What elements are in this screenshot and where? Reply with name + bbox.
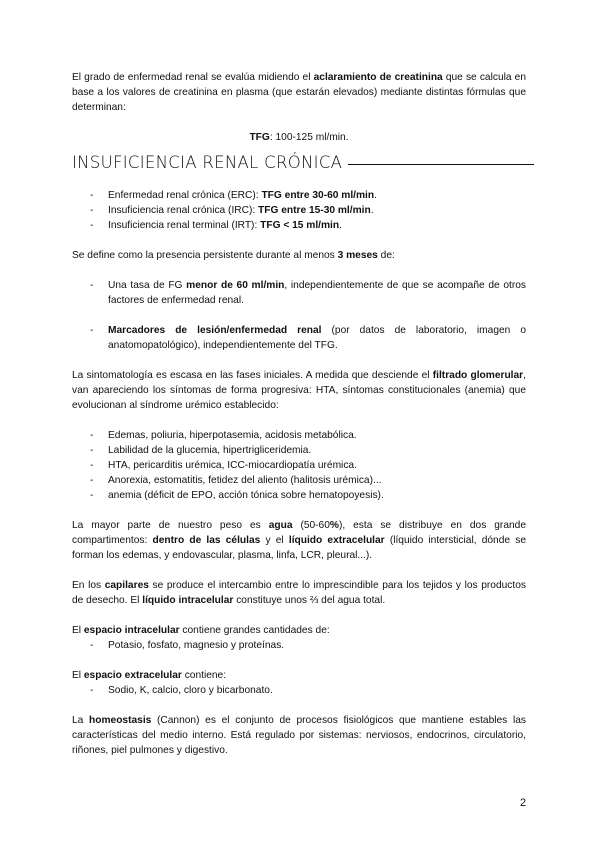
section-heading bbox=[72, 153, 526, 173]
list-item: - Enfermedad renal crónica (ERC): TFG entre 30-60 ml/min. bbox=[90, 188, 526, 203]
tfg-line bbox=[72, 130, 526, 145]
list-item: - Edemas, poliuria, hiperpotasemia, acidosis metabólica. bbox=[90, 428, 526, 443]
list-item: - Sodio, K, calcio, cloro y bicarbonato. bbox=[90, 683, 526, 698]
symptoms-paragraph: La sintomatología es escasa en las fases iniciales. A medida que desciende el filtrado glomerular, van apareciendo los síntomas de forma progresiva: HTA, síntomas constitucionales (anemia) que evolucionan al síndrome urémico establecido: bbox=[72, 370, 526, 411]
list-item: - Marcadores de lesión/enfermedad renal (por datos de laboratorio, imagen o anatomopatológico), independientemente del TFG. bbox=[90, 323, 526, 353]
criteria-list bbox=[72, 278, 526, 353]
list-item: - Insuficiencia renal crónica (IRC): TFG entre 15-30 ml/min. bbox=[90, 203, 526, 218]
page-number: 2 bbox=[520, 797, 527, 809]
extracellular-list bbox=[72, 683, 526, 698]
intro-paragraph bbox=[72, 70, 526, 115]
definition-paragraph: Se define como la presencia persistente durante al menos 3 meses de: bbox=[72, 250, 395, 261]
list-item: - Una tasa de FG menor de 60 ml/min, independientemente de que se acompañe de otros factores de enfermedad renal. bbox=[90, 278, 526, 308]
document-page bbox=[72, 70, 526, 758]
list-item: - anemia (déficit de EPO, acción tónica sobre hematopoyesis). bbox=[90, 488, 526, 503]
tfg-label: TFG bbox=[249, 132, 270, 143]
intracellular-list bbox=[72, 638, 526, 653]
stages-list bbox=[72, 188, 526, 233]
list-item: - Labilidad de la glucemia, hipertrigliceridemia. bbox=[90, 443, 526, 458]
list-item: - Insuficiencia renal terminal (IRT): TFG < 15 ml/min. bbox=[90, 218, 526, 233]
water-paragraph: La mayor parte de nuestro peso es agua (50-60%), esta se distribuye en dos grande compartimentos: dentro de las células y el líquido extracelular (líquido intersticial, dónde se forman los edemas, y endovascular, plasma, linfa, LCR, pleural...). bbox=[72, 520, 526, 561]
list-item: - Potasio, fosfato, magnesio y proteínas. bbox=[90, 638, 526, 653]
intracellular-paragraph: El espacio intracelular contiene grandes cantidades de: bbox=[72, 625, 330, 636]
heading-rule bbox=[348, 164, 534, 165]
symptoms-list bbox=[72, 428, 526, 503]
list-item: - HTA, pericarditis urémica, ICC-miocardiopatía urémica. bbox=[90, 458, 526, 473]
bold-term: aclaramiento de creatinina bbox=[313, 72, 443, 83]
capillaries-paragraph: En los capilares se produce el intercambio entre lo imprescindible para los tejidos y los productos de desecho. El líquido intracelular constituye unos ⅔ del agua total. bbox=[72, 580, 526, 606]
homeostasis-paragraph: La homeostasis (Cannon) es el conjunto de procesos fisiológicos que mantiene estables las características del medio interno. Está regulado por sistemas: nerviosos, endocrinos, circulatorio, riñones, piel pulmones y digestivo. bbox=[72, 715, 526, 756]
text: El grado de enfermedad renal se evalúa midiendo el bbox=[72, 72, 314, 83]
tfg-value: : 100-125 ml/min. bbox=[269, 132, 349, 143]
extracellular-paragraph: El espacio extracelular contiene: bbox=[72, 670, 227, 681]
heading-text: INSUFICIENCIA RENAL CRÓNICA bbox=[72, 153, 343, 172]
text: que se calcula en base a los valores de creatinina en plasma (que estarán elevados) mediante distintas fórmulas que determinan: bbox=[72, 72, 526, 113]
list-item: - Anorexia, estomatitis, fetidez del aliento (halitosis urémica)... bbox=[90, 473, 526, 488]
